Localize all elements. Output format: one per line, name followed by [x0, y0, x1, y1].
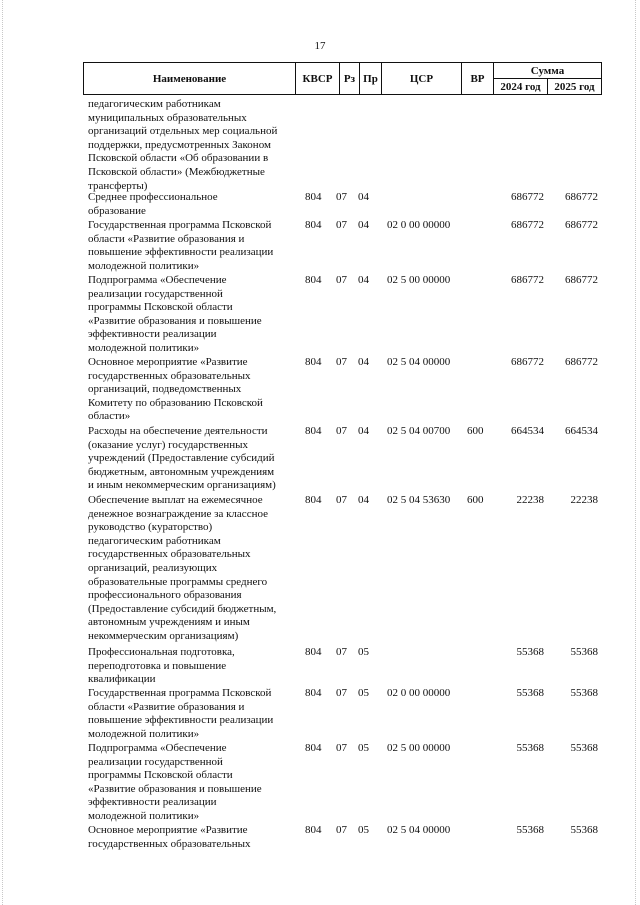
row-pr: 04	[358, 494, 369, 506]
row-kvsr: 804	[305, 219, 322, 231]
row-kvsr: 804	[305, 425, 322, 437]
row-pr: 05	[358, 646, 369, 658]
header-year-2024: 2024 год	[494, 79, 548, 94]
row-csr: 02 5 04 00700	[387, 425, 451, 437]
row-vr: 600	[467, 425, 484, 437]
row-rz: 07	[336, 824, 347, 836]
header-year-2025: 2025 год	[554, 80, 595, 93]
header-name: Наименование	[84, 63, 296, 94]
row-pr: 04	[358, 191, 369, 203]
row-pr: 05	[358, 687, 369, 699]
header-pr: Пр	[360, 63, 382, 94]
row-kvsr: 804	[305, 742, 322, 754]
row-rz: 07	[336, 191, 347, 203]
row-sum-2024: 55368	[516, 646, 544, 658]
row-sum-2024: 686772	[511, 356, 544, 368]
row-name: Среднее профессиональное образование	[88, 191, 218, 217]
page-edge-left	[2, 0, 4, 905]
row-pr: 05	[358, 742, 369, 754]
row-sum-2025: 686772	[565, 356, 598, 368]
page-number: 17	[314, 40, 326, 52]
header-kvsr: КВСР	[296, 63, 340, 94]
table-header	[83, 62, 602, 95]
header-rz: Рз	[340, 63, 360, 94]
header-vr: ВР	[462, 63, 494, 94]
row-name: Подпрограмма «Обеспечение реализации государственной программы Псковской области «Развитие образования и повышение эффективности реализации молодежной политики»	[88, 274, 262, 354]
row-csr: 02 5 04 00000	[387, 356, 451, 368]
row-name: Основное мероприятие «Развитие государственных образовательных организаций, подведомственных Комитету по образованию Псковской области»	[88, 356, 263, 423]
row-name: Обеспечение выплат на ежемесячное денежное вознаграждение за классное руководство (кураторство) педагогическим работникам государственных образовательных организаций, реализующих образовательные программы среднего профессионального образования (Предоставление субсидий бюджетным, автономным учреждениям и иным некоммерческим организациям)	[88, 494, 277, 642]
row-sum-2024: 55368	[516, 742, 544, 754]
row-sum-2024: 664534	[511, 425, 544, 437]
row-sum-2025: 686772	[565, 274, 598, 286]
row-pr: 04	[358, 425, 369, 437]
page-edge-right	[635, 0, 637, 905]
row-sum-2024: 55368	[516, 687, 544, 699]
row-sum-2025: 22238	[570, 494, 598, 506]
row-csr: 02 5 00 00000	[387, 742, 451, 754]
row-name: Подпрограмма «Обеспечение реализации государственной программы Псковской области «Развитие образования и повышение эффективности реализации молодежной политики»	[88, 742, 262, 822]
row-kvsr: 804	[305, 687, 322, 699]
row-kvsr: 804	[305, 824, 322, 836]
row-rz: 07	[336, 687, 347, 699]
row-rz: 07	[336, 356, 347, 368]
row-kvsr: 804	[305, 646, 322, 658]
row-rz: 07	[336, 742, 347, 754]
row-sum-2025: 55368	[570, 824, 598, 836]
header-summa: Сумма	[494, 63, 601, 79]
row-sum-2024: 22238	[516, 494, 544, 506]
row-sum-2024: 686772	[511, 274, 544, 286]
row-sum-2025: 55368	[570, 646, 598, 658]
row-name: Основное мероприятие «Развитие государственных образовательных	[88, 824, 251, 850]
row-sum-2025: 686772	[565, 219, 598, 231]
row-csr: 02 5 04 00000	[387, 824, 451, 836]
row-sum-2024: 686772	[511, 219, 544, 231]
row-kvsr: 804	[305, 191, 322, 203]
row-rz: 07	[336, 646, 347, 658]
row-csr: 02 5 04 53630	[387, 494, 451, 506]
row-kvsr: 804	[305, 356, 322, 368]
row-pr: 04	[358, 219, 369, 231]
row-kvsr: 804	[305, 274, 322, 286]
header-csr: ЦСР	[382, 63, 462, 94]
row-rz: 07	[336, 219, 347, 231]
row-sum-2024: 55368	[516, 824, 544, 836]
row-sum-2025: 686772	[565, 191, 598, 203]
row-pr: 04	[358, 274, 369, 286]
row-rz: 07	[336, 425, 347, 437]
row-pr: 05	[358, 824, 369, 836]
row-sum-2025: 55368	[570, 687, 598, 699]
row-name: Государственная программа Псковской области «Развитие образования и повышение эффективности реализации молодежной политики»	[88, 687, 274, 740]
row-name: педагогическим работникам муниципальных образовательных организаций отдельных мер социальной поддержки, предусмотренных Законом Псковской области «Об образовании в Псковской области» (Межбюджетные трансферты)	[88, 98, 278, 192]
row-name: Профессиональная подготовка, переподготовка и повышение квалификации	[88, 646, 235, 686]
row-csr: 02 0 00 00000	[387, 219, 451, 231]
row-csr: 02 0 00 00000	[387, 687, 451, 699]
row-vr: 600	[467, 494, 484, 506]
row-pr: 04	[358, 356, 369, 368]
row-name: Государственная программа Псковской области «Развитие образования и повышение эффективности реализации молодежной политики»	[88, 219, 274, 272]
row-name: Расходы на обеспечение деятельности (оказание услуг) государственных учреждений (Предоставление субсидий бюджетным, автономным учреждениям и иным некоммерческим организациям)	[88, 425, 276, 492]
row-kvsr: 804	[305, 494, 322, 506]
row-sum-2025: 664534	[565, 425, 598, 437]
row-sum-2024: 686772	[511, 191, 544, 203]
row-rz: 07	[336, 274, 347, 286]
row-rz: 07	[336, 494, 347, 506]
row-csr: 02 5 00 00000	[387, 274, 451, 286]
row-sum-2025: 55368	[570, 742, 598, 754]
